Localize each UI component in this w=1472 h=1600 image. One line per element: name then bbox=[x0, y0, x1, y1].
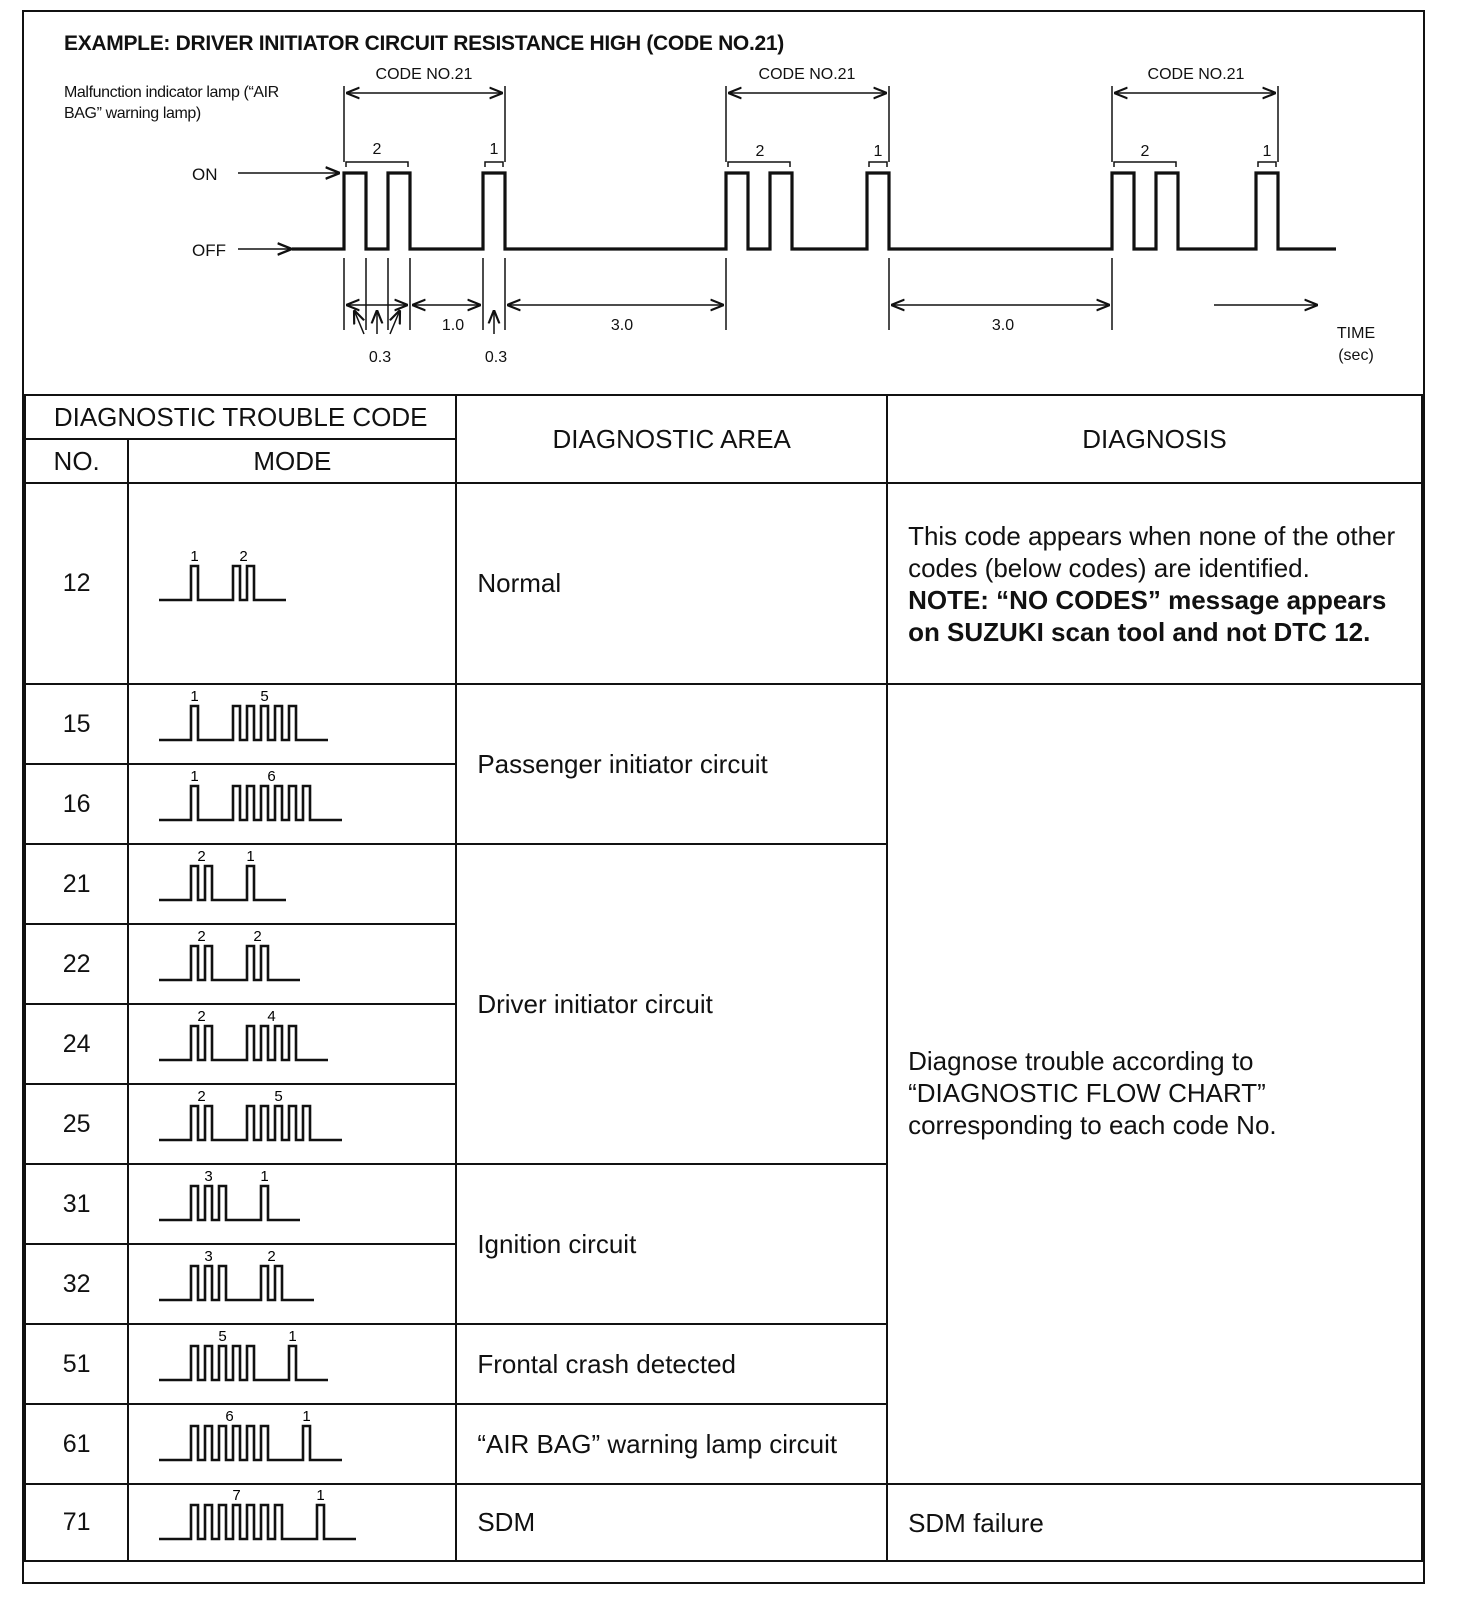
on-label: ON bbox=[192, 165, 218, 184]
pulse-count: 2 bbox=[1140, 143, 1150, 160]
waveform-trace bbox=[159, 1106, 342, 1140]
example-waveform bbox=[292, 173, 1336, 249]
pulse-count-label: 5 bbox=[260, 689, 269, 705]
pulse-count-label: 2 bbox=[239, 547, 248, 565]
pulse-count: 1 bbox=[873, 143, 883, 160]
mode-waveform bbox=[129, 1249, 455, 1319]
mode-waveform bbox=[129, 1409, 455, 1479]
waveform-trace bbox=[159, 566, 286, 600]
pulse-count-label: 3 bbox=[204, 1249, 213, 1265]
waveform-trace bbox=[159, 1186, 300, 1220]
code-number: 21 bbox=[25, 844, 128, 924]
pulse-count-label: 2 bbox=[253, 929, 262, 945]
pulse-count-label: 7 bbox=[232, 1487, 241, 1504]
waveform-trace bbox=[159, 946, 300, 980]
pulse-count: 2 bbox=[755, 143, 765, 160]
code-label: CODE NO.21 bbox=[758, 66, 856, 83]
interval-label: 1.0 bbox=[441, 317, 465, 334]
dtc-table bbox=[24, 394, 1423, 1562]
code-number: 22 bbox=[25, 924, 128, 1004]
diagnosis-sdm: SDM failure bbox=[887, 1484, 1422, 1561]
no-header: NO. bbox=[25, 439, 128, 483]
mode-waveform-cell bbox=[128, 924, 456, 1004]
code-number: 31 bbox=[25, 1164, 128, 1244]
pulse-count-label: 1 bbox=[190, 689, 199, 705]
example-timing-diagram bbox=[24, 12, 1422, 394]
code-number: 51 bbox=[25, 1324, 128, 1404]
waveform-trace bbox=[159, 1266, 314, 1300]
interval-label: 0.3 bbox=[368, 349, 392, 366]
waveform-trace bbox=[159, 866, 286, 900]
code-span-3 bbox=[1112, 66, 1278, 162]
pulse-count-label: 1 bbox=[302, 1409, 311, 1425]
pulse-count-label: 1 bbox=[190, 769, 199, 785]
mode-waveform bbox=[129, 544, 455, 624]
diagnostic-area: Normal bbox=[456, 483, 887, 684]
mode-waveform bbox=[129, 689, 455, 759]
time-axis-label: TIME bbox=[1336, 325, 1376, 342]
dtc-header: DIAGNOSTIC TROUBLE CODE bbox=[25, 395, 456, 439]
mode-waveform-cell bbox=[128, 1164, 456, 1244]
pulse-count: 2 bbox=[372, 141, 382, 158]
diagnostic-area: SDM bbox=[456, 1484, 887, 1561]
diagnosis-header: DIAGNOSIS bbox=[887, 395, 1422, 483]
mode-waveform-cell bbox=[128, 844, 456, 924]
code-number: 16 bbox=[25, 764, 128, 844]
pulse-count-label: 1 bbox=[288, 1329, 297, 1345]
waveform-trace bbox=[159, 706, 328, 740]
interval-label: 0.3 bbox=[484, 349, 508, 366]
mode-waveform-cell bbox=[128, 1404, 456, 1484]
code-number: 61 bbox=[25, 1404, 128, 1484]
diagnosis-note: NOTE: “NO CODES” message appears on SUZUKI scan tool and not DTC 12. bbox=[908, 584, 1387, 647]
example-title: EXAMPLE: DRIVER INITIATOR CIRCUIT RESISTANCE HIGH (CODE NO.21) bbox=[64, 32, 784, 55]
mode-waveform bbox=[129, 849, 455, 919]
pulse-count-label: 1 bbox=[190, 547, 199, 565]
code-span-1 bbox=[344, 66, 505, 162]
diagnostic-area: “AIR BAG” warning lamp circuit bbox=[456, 1404, 887, 1484]
header-row bbox=[25, 395, 1422, 439]
diagnosis-general: Diagnose trouble according to “DIAGNOSTIC FLOW CHART” corresponding to each code No. bbox=[887, 684, 1422, 1484]
pulse-count-label: 5 bbox=[274, 1089, 283, 1105]
diagnostic-area: Driver initiator circuit bbox=[456, 844, 887, 1164]
pulse-count-label: 4 bbox=[267, 1009, 276, 1025]
mode-waveform-cell bbox=[128, 483, 456, 684]
code-number: 32 bbox=[25, 1244, 128, 1324]
waveform-trace bbox=[159, 786, 342, 820]
diagnostic-area: Passenger initiator circuit bbox=[456, 684, 887, 844]
mode-waveform bbox=[129, 1169, 455, 1239]
waveform-trace bbox=[159, 1505, 356, 1539]
interval-label: 3.0 bbox=[991, 317, 1015, 334]
off-label: OFF bbox=[192, 241, 226, 260]
mode-waveform bbox=[129, 929, 455, 999]
table-row bbox=[25, 1484, 1422, 1561]
mode-waveform-cell bbox=[128, 1084, 456, 1164]
pulse-count-label: 2 bbox=[197, 929, 206, 945]
diagnostic-area: Frontal crash detected bbox=[456, 1324, 887, 1404]
mode-waveform-cell bbox=[128, 1324, 456, 1404]
code-number: 24 bbox=[25, 1004, 128, 1084]
example-section bbox=[24, 12, 1422, 396]
mode-waveform bbox=[129, 769, 455, 839]
time-unit-label: (sec) bbox=[1338, 347, 1374, 364]
mode-waveform bbox=[129, 1329, 455, 1399]
pulse-brace-group bbox=[346, 162, 1276, 167]
diagnostic-area: Ignition circuit bbox=[456, 1164, 887, 1324]
code-label: CODE NO.21 bbox=[1147, 66, 1245, 83]
mode-waveform-cell bbox=[128, 764, 456, 844]
diagnosis-normal bbox=[887, 483, 1422, 684]
diagnosis-normal-text: This code appears when none of the other codes (below codes) are identified. bbox=[908, 520, 1396, 583]
pulse-count-label: 2 bbox=[197, 849, 206, 865]
area-header: DIAGNOSTIC AREA bbox=[456, 395, 887, 483]
timing-arrows bbox=[346, 305, 1318, 334]
table-row bbox=[25, 483, 1422, 684]
pulse-count-label: 3 bbox=[204, 1169, 213, 1185]
mode-header: MODE bbox=[128, 439, 456, 483]
pulse-count-label: 2 bbox=[197, 1009, 206, 1025]
pulse-count-label: 5 bbox=[218, 1329, 227, 1345]
waveform-trace bbox=[159, 1426, 342, 1460]
lamp-label: Malfunction indicator lamp (“AIR BAG” warning lamp) bbox=[64, 84, 279, 122]
code-number: 15 bbox=[25, 684, 128, 764]
pulse-count-label: 1 bbox=[246, 849, 255, 865]
mode-waveform-cell bbox=[128, 1244, 456, 1324]
pulse-count: 1 bbox=[489, 141, 499, 158]
waveform-trace bbox=[159, 1346, 328, 1380]
interval-label: 3.0 bbox=[610, 317, 634, 334]
table-row bbox=[25, 684, 1422, 764]
pulse-count-label: 1 bbox=[316, 1487, 325, 1504]
waveform-trace bbox=[159, 1026, 328, 1060]
mode-waveform bbox=[129, 1089, 455, 1159]
mode-waveform bbox=[129, 1488, 455, 1558]
code-number: 25 bbox=[25, 1084, 128, 1164]
code-number: 12 bbox=[25, 483, 128, 684]
pulse-count-label: 2 bbox=[197, 1089, 206, 1105]
pulse-count-label: 2 bbox=[267, 1249, 276, 1265]
mode-waveform bbox=[129, 1009, 455, 1079]
code-number: 71 bbox=[25, 1484, 128, 1561]
pulse-count-label: 1 bbox=[260, 1169, 269, 1185]
document-frame bbox=[22, 10, 1425, 1584]
code-span-2 bbox=[726, 66, 889, 162]
pulse-count-label: 6 bbox=[225, 1409, 234, 1425]
code-label: CODE NO.21 bbox=[375, 66, 473, 83]
pulse-count: 1 bbox=[1262, 143, 1272, 160]
mode-waveform-cell bbox=[128, 1484, 456, 1561]
mode-waveform-cell bbox=[128, 684, 456, 764]
mode-waveform-cell bbox=[128, 1004, 456, 1084]
pulse-count-label: 6 bbox=[267, 769, 276, 785]
